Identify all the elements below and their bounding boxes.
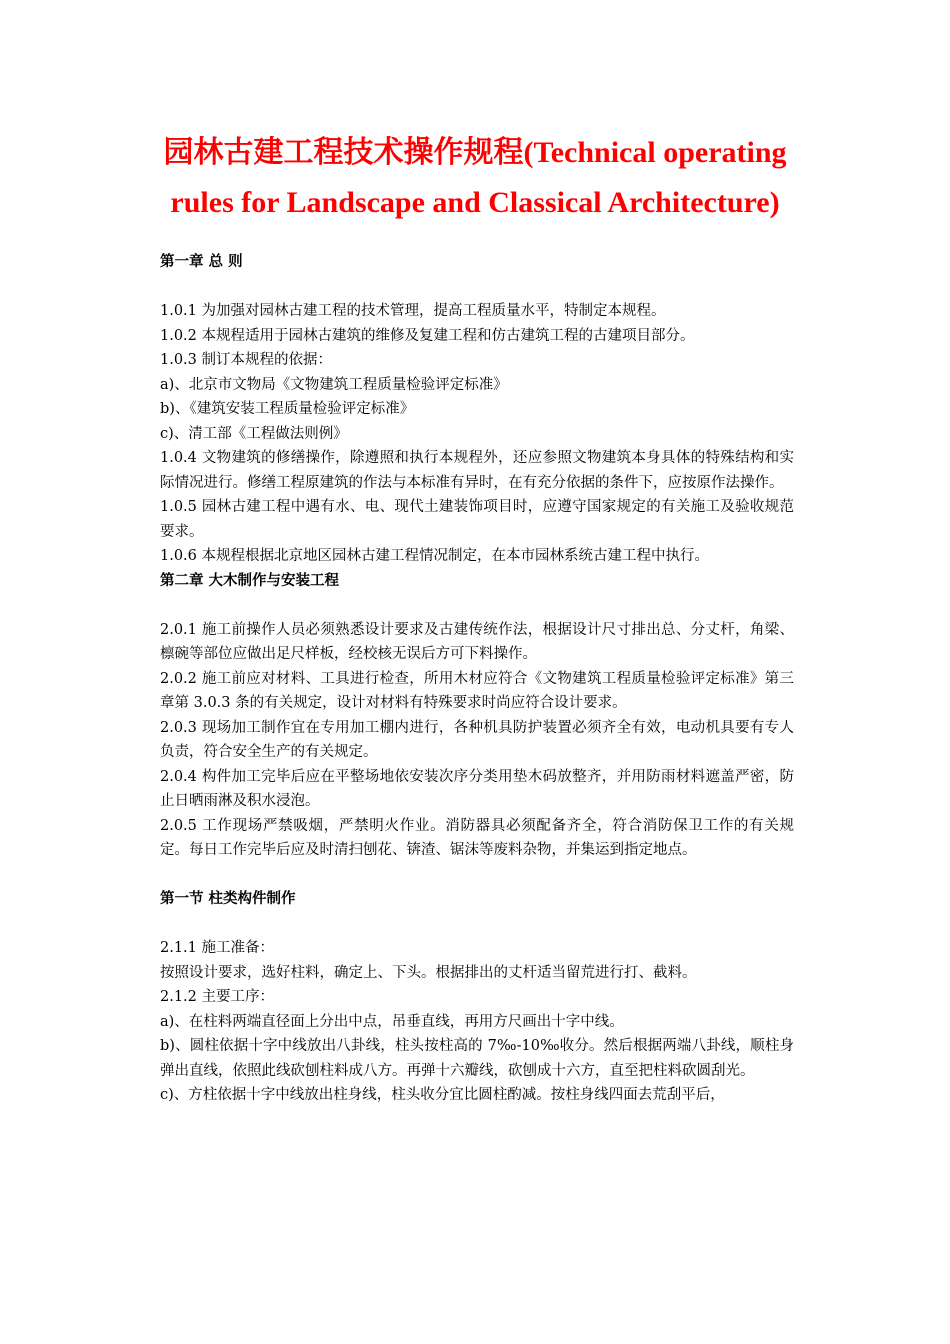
paragraph: 1.0.5 园林古建工程中遇有水、电、现代土建装饰项目时，应遵守国家规定的有关施工及验收规范要求。: [160, 499, 794, 540]
list-item: a)、北京市文物局《文物建筑工程质量检验评定标准》: [160, 376, 508, 393]
paragraph: 2.0.4 构件加工完毕后应在平整场地依安装次序分类用垫木码放整齐，并用防雨材料遮盖严密，防止日晒雨淋及积水浸泡。: [160, 768, 794, 809]
paragraph: 2.0.3 现场加工制作宜在专用加工棚内进行，各种机具防护装置必须齐全有效，电动机具要有专人负责，符合安全生产的有关规定。: [160, 719, 794, 760]
spacer: [160, 863, 794, 888]
paragraph: 1.0.6 本规程根据北京地区园林古建工程情况制定，在本市园林系统古建工程中执行。: [160, 548, 710, 564]
chapter-heading: 第二章 大木制作与安装工程: [160, 571, 340, 589]
paragraph: 1.0.4 文物建筑的修缮操作，除遵照和执行本规程外，还应参照文物建筑本身具体的特殊结构和实际情况进行。修缮工程原建筑的作法与本标准有异时，在有充分依据的条件下，应按原作法操作。: [160, 450, 794, 491]
section-heading: 第一节 柱类构件制作: [160, 890, 296, 907]
list-item: b)、《建筑安装工程质量检验评定标准》: [160, 401, 415, 417]
list-item: b)、圆柱依据十字中线放出八卦线，柱头按柱高的 7‰-10‰收分。然后根据两端八卦线，顺柱身弹出直线，依照此线砍刨柱料成八方。再弹十六瓣线，砍刨成十六方，直至把柱料砍圆刮光。: [160, 1038, 794, 1079]
paragraph: 2.0.1 施工前操作人员必须熟悉设计要求及古建传统作法，根据设计尺寸排出总、分丈杆，角梁、檩碗等部位应做出足尺样板，经校核无误后方可下料操作。: [160, 621, 794, 662]
document-body: [160, 250, 794, 1108]
document-title: 园林古建工程技术操作规程(Technical operating rules for Landscape and Classical Architecture): [163, 136, 787, 219]
spacer: [160, 912, 794, 937]
paragraph: 2.1.2 主要工序：: [160, 989, 275, 1005]
list-item: c)、方柱依据十字中线放出柱身线，柱头收分宜比圆柱酌减。按柱身线四面去荒刮平后，: [160, 1087, 725, 1103]
chapter-heading: 第一章 总 则: [160, 253, 243, 270]
paragraph: 按照设计要求，选好柱料，确定上、下头。根据排出的丈杆适当留荒进行打、截料。: [160, 964, 697, 981]
spacer: [160, 593, 794, 618]
list-item: a)、在柱料两端直径面上分出中点，吊垂直线，再用方尺画出十字中线。: [160, 1013, 624, 1030]
paragraph: 2.0.2 施工前应对材料、工具进行检查，所用木材应符合《文物建筑工程质量检验评定标准》第三章第 3.0.3 条的有关规定，设计对材料有特殊要求时尚应符合设计要求。: [160, 670, 794, 711]
paragraph: 2.1.1 施工准备：: [160, 940, 275, 956]
paragraph: 1.0.1 为加强对园林古建工程的技术管理，提高工程质量水平，特制定本规程。: [160, 303, 666, 319]
spacer: [160, 275, 794, 300]
list-item: c)、清工部《工程做法则例》: [160, 425, 348, 442]
paragraph: 1.0.3 制订本规程的依据：: [160, 352, 333, 368]
paragraph: 2.0.5 工作现场严禁吸烟，严禁明火作业。消防器具必须配备齐全，符合消防保卫工作的有关规定。每日工作完毕后应及时清扫刨花、锛渣、锯沫等废料杂物，并集运到指定地点。: [160, 817, 794, 858]
paragraph: 1.0.2 本规程适用于园林古建筑的维修及复建工程和仿古建筑工程的古建项目部分。: [160, 327, 695, 344]
